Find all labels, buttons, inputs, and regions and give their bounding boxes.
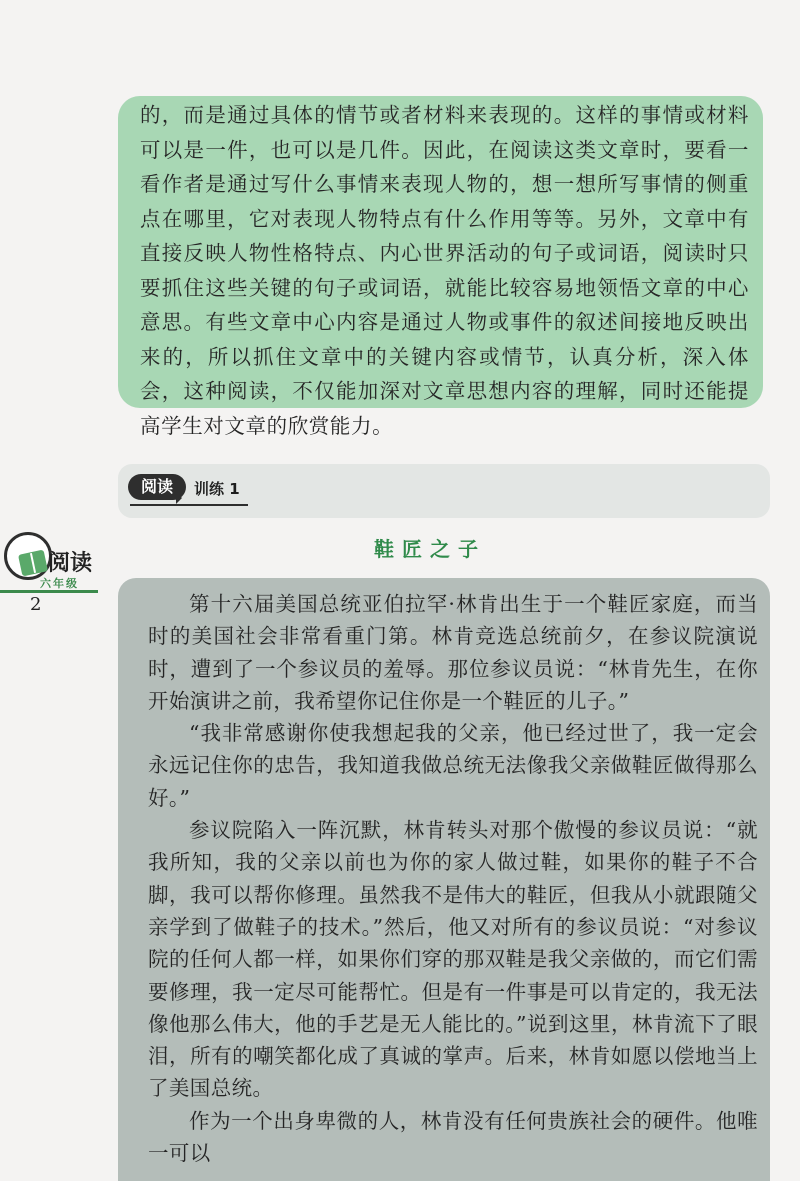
grade-label: 六年级 (40, 577, 79, 590)
intro-paragraph: 的，而是通过具体的情节或者材料来表现的。这样的事情或材料可以是一件，也可以是几件。因此，在阅读这类文章时，要看一看作者是通过写什么事情来表现人物的，想一想所写事情的侧重点在哪里，它对表现人物特点有什么作用等等。另外，文章中有直接反映人物性格特点、内心世界活动的句子或词语，阅读时只要抓住这些关键的句子或词语，就能比较容易地领悟文章的中心意思。有些文章中心内容是通过人物或事件的叙述间接地反映出来的，所以抓住文章中的关键内容或情节，认真分析，深入体会，这种阅读，不仅能加深对文章思想内容的理解，同时还能提高学生对文章的欣赏能力。 (140, 103, 749, 438)
story-text-box (118, 578, 770, 1181)
training-header (118, 464, 770, 518)
side-title: 阅读 (48, 551, 93, 576)
training-label: 训练 1 (194, 480, 240, 498)
story-paragraph: 参议院陷入一阵沉默，林肯转头对那个傲慢的参议员说：“就我所知，我的父亲以前也为你的家人做过鞋，如果你的鞋子不合脚，我可以帮你修理。虽然我不是伟大的鞋匠，但我从小就跟随父亲学到了做鞋子的技术。”然后，他又对所有的参议员说：“对参议院的任何人都一样，如果你们穿的那双鞋是我父亲做的，而它们需要修理，我一定尽可能帮忙。但是有一件事是可以肯定的，我无法像他那么伟大，他的手艺是无人能比的。”说到这里，林肯流下了眼泪，所有的嘲笑都化成了真诚的掌声。后来，林肯如愿以偿地当上了美国总统。 (148, 818, 758, 1101)
book-emblem-icon (4, 532, 52, 580)
story-paragraph: “我非常感谢你使我想起我的父亲，他已经过世了，我一定会永远记住你的忠告，我知道我做总统无法像我父亲做鞋匠做得那么好。” (148, 721, 758, 810)
intro-text-box (118, 96, 763, 438)
side-logo (0, 524, 98, 614)
story-paragraph: 作为一个出身卑微的人，林肯没有任何贵族社会的硬件。他唯一可以 (148, 1108, 758, 1166)
story-title: 鞋匠之子 (374, 537, 486, 561)
side-divider (0, 590, 98, 593)
page-number: 2 (30, 594, 42, 615)
badge-underline (130, 504, 248, 506)
badge-pointer-icon (176, 492, 182, 504)
open-book-icon (18, 550, 48, 577)
story-paragraph: 第十六届美国总统亚伯拉罕·林肯出生于一个鞋匠家庭，而当时的美国社会非常看重门第。林肯竞选总统前夕，在参议院演说时，遭到了一个参议员的羞辱。那位参议员说：“林肯先生，在你开始演讲之前，我希望你记住你是一个鞋匠的儿子。” (148, 592, 758, 713)
reading-badge: 阅读 (128, 474, 186, 500)
